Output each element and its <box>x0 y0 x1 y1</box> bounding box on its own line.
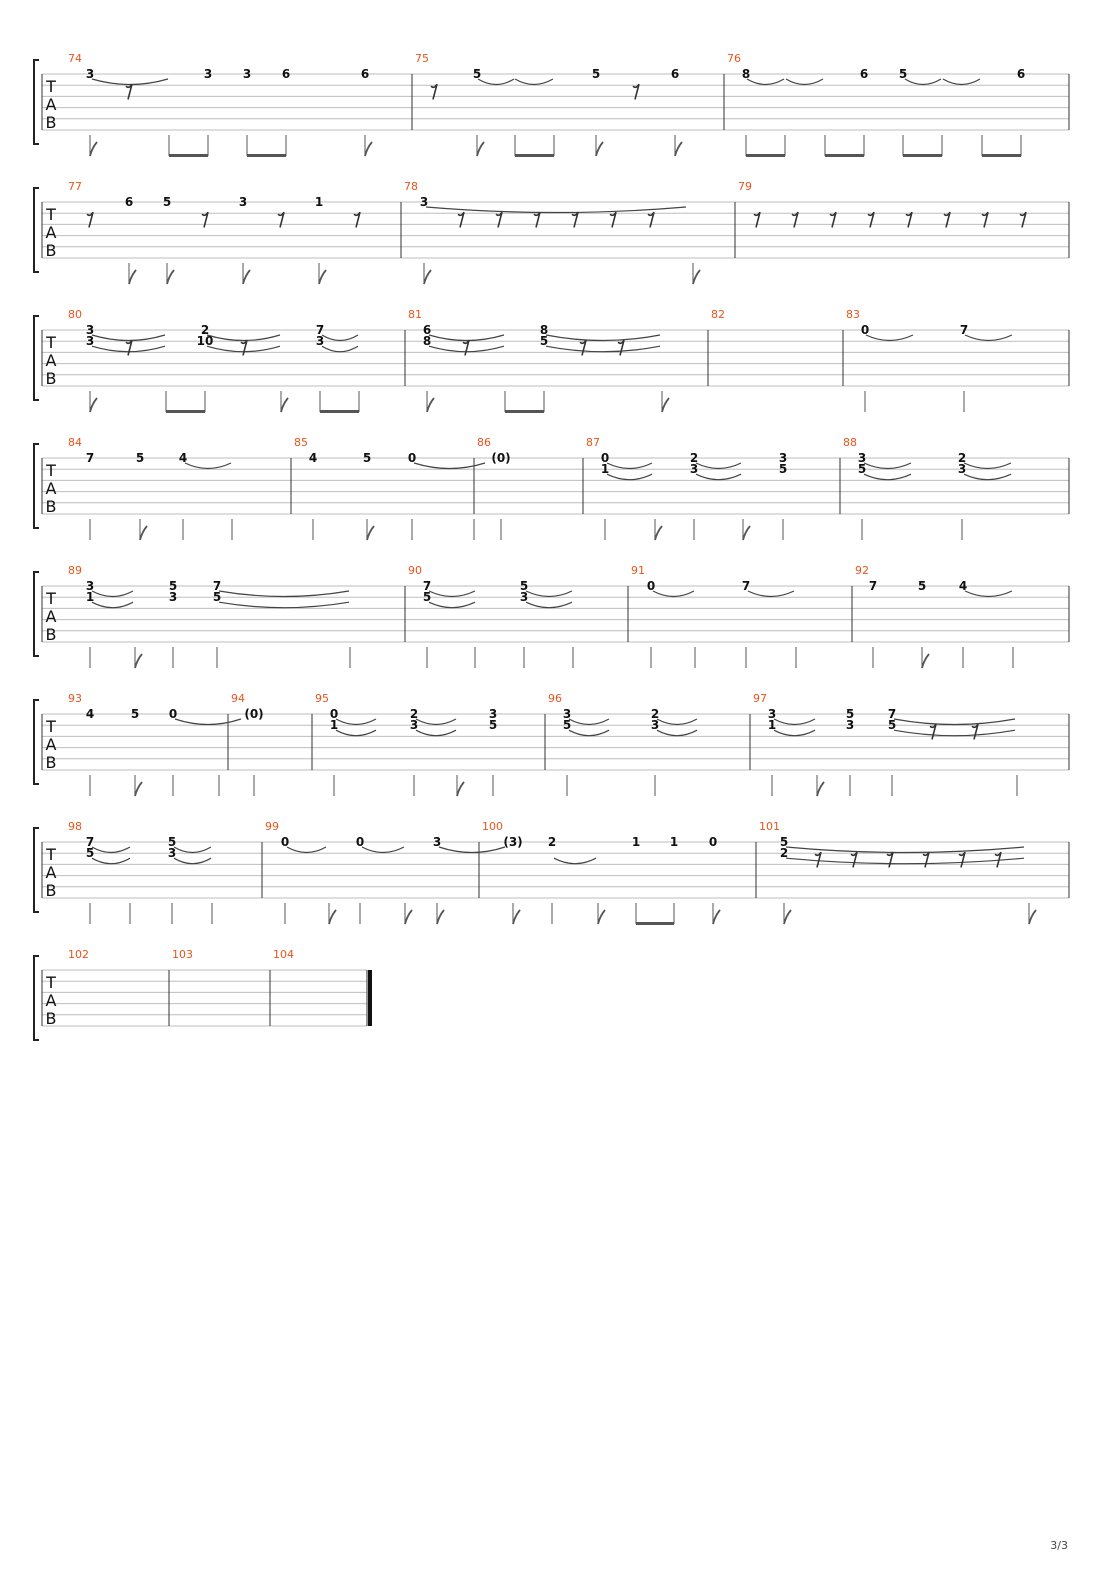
tie-arc <box>92 591 133 597</box>
tie-arc <box>569 719 609 725</box>
note-beam <box>169 154 208 157</box>
fret-number: 5 <box>422 590 432 605</box>
note-beam <box>320 410 359 413</box>
tie-arc <box>429 602 475 608</box>
measure-number: 84 <box>68 436 82 449</box>
fret-number: 3 <box>432 835 442 849</box>
tab-clef-letter: A <box>45 735 57 754</box>
measure-number: 82 <box>711 308 725 321</box>
note-beam <box>515 154 554 157</box>
fret-number: 6 <box>1016 67 1026 81</box>
tie-arc <box>866 335 913 341</box>
eighth-flag <box>437 910 444 924</box>
tie-arc <box>322 335 358 341</box>
measure-number: 75 <box>415 52 429 65</box>
fret-number: 2 <box>650 707 660 721</box>
eighth-rest <box>534 212 540 227</box>
tie-arc <box>174 847 211 853</box>
measure-number: 91 <box>631 564 645 577</box>
note-beam <box>982 154 1021 157</box>
fret-number: 7 <box>959 323 969 337</box>
eighth-flag <box>713 910 720 924</box>
fret-number: 8 <box>422 334 432 349</box>
tie-arc <box>429 335 504 341</box>
system-bracket <box>34 444 39 528</box>
fret-number: 3 <box>85 579 95 593</box>
fret-number: 5 <box>845 707 855 721</box>
eighth-rest <box>906 212 912 227</box>
fret-number: 7 <box>315 323 325 337</box>
eighth-rest <box>126 340 132 355</box>
tab-clef-letter: A <box>45 991 57 1010</box>
tab-clef-letter: T <box>46 205 56 224</box>
tie-arc <box>747 79 784 85</box>
fret-number: 5 <box>212 590 222 605</box>
tie-arc <box>696 474 741 480</box>
tab-clef-letter: B <box>45 241 57 260</box>
eighth-rest <box>202 212 208 227</box>
fret-number: 3 <box>168 590 178 605</box>
tie-arc <box>439 847 505 853</box>
fret-number: 4 <box>958 579 968 593</box>
eighth-flag <box>135 654 142 668</box>
fret-number: 1 <box>85 590 95 605</box>
fret-number: 3 <box>857 451 867 465</box>
tab-clef-letter: A <box>45 351 57 370</box>
eighth-rest <box>944 212 950 227</box>
eighth-rest <box>754 212 760 227</box>
fret-number: 0 <box>355 835 365 849</box>
eighth-rest <box>580 340 586 355</box>
fret-number: 3 <box>957 462 967 477</box>
eighth-rest <box>815 852 821 867</box>
tie-arc <box>416 719 456 725</box>
eighth-flag <box>129 270 136 284</box>
fret-number: 2 <box>200 323 210 337</box>
eighth-rest <box>126 84 132 99</box>
fret-number: 0 <box>329 707 339 721</box>
fret-number: 7 <box>212 579 222 593</box>
fret-number: 6 <box>124 195 134 209</box>
fret-number: 5 <box>539 334 549 349</box>
fret-number: 0 <box>646 579 656 593</box>
measure-number: 74 <box>68 52 82 65</box>
note-beam <box>746 154 785 157</box>
fret-number: 2 <box>689 451 699 465</box>
tie-arc <box>905 79 941 85</box>
tab-clef-letter: B <box>45 625 57 644</box>
fret-number: 3 <box>409 718 419 733</box>
fret-number: 5 <box>887 718 897 733</box>
fret-number: 3 <box>778 451 788 465</box>
eighth-rest <box>972 724 978 739</box>
fret-number: 7 <box>85 835 95 849</box>
eighth-rest <box>648 212 654 227</box>
tie-arc <box>336 719 376 725</box>
tie-arc <box>894 719 1015 725</box>
note-beam <box>505 410 544 413</box>
eighth-flag <box>135 782 142 796</box>
tie-arc <box>546 346 660 352</box>
eighth-rest <box>87 212 93 227</box>
fret-number: 0 <box>708 835 718 849</box>
eighth-flag <box>693 270 700 284</box>
fret-number: 2 <box>547 835 557 849</box>
fret-number: 7 <box>887 707 897 721</box>
tab-clef-letter: T <box>46 77 56 96</box>
tie-arc <box>786 79 823 85</box>
measure-number: 101 <box>759 820 780 833</box>
system-bracket <box>34 188 39 272</box>
measure-number: 78 <box>404 180 418 193</box>
eighth-rest <box>851 852 857 867</box>
eighth-flag <box>319 270 326 284</box>
fret-number: 6 <box>670 67 680 81</box>
eighth-flag <box>90 142 97 156</box>
measure-number: 89 <box>68 564 82 577</box>
fret-number: 1 <box>600 462 610 477</box>
eighth-flag <box>513 910 520 924</box>
fret-number: 5 <box>898 67 908 81</box>
measure-number: 94 <box>231 692 245 705</box>
measure-number: 93 <box>68 692 82 705</box>
eighth-flag <box>743 526 750 540</box>
tie-arc <box>569 730 609 736</box>
fret-number: 5 <box>130 707 140 721</box>
tie-arc <box>864 463 911 469</box>
tie-arc <box>748 591 794 597</box>
tie-arc <box>786 858 1024 864</box>
tab-clef-letter: T <box>46 461 56 480</box>
eighth-rest <box>868 212 874 227</box>
eighth-flag <box>817 782 824 796</box>
fret-number: 0 <box>860 323 870 337</box>
eighth-rest <box>792 212 798 227</box>
tie-arc <box>175 719 241 725</box>
measure-number: 87 <box>586 436 600 449</box>
tie-arc <box>362 847 404 853</box>
tab-clef-letter: T <box>46 845 56 864</box>
fret-number: 5 <box>168 579 178 593</box>
tie-arc <box>92 847 130 853</box>
fret-number: 4 <box>178 451 188 465</box>
fret-number: 3 <box>315 334 325 349</box>
eighth-flag <box>90 398 97 412</box>
measure-number: 79 <box>738 180 752 193</box>
tab-clef-letter: A <box>45 95 57 114</box>
fret-number: 0 <box>600 451 610 465</box>
fret-number: 3 <box>767 707 777 721</box>
tab-clef-letter: B <box>45 1009 57 1028</box>
measure-number: 81 <box>408 308 422 321</box>
fret-number: 5 <box>778 462 788 477</box>
fret-number: 5 <box>591 67 601 81</box>
eighth-rest <box>923 852 929 867</box>
fret-number: 5 <box>779 835 789 849</box>
eighth-rest <box>959 852 965 867</box>
tie-arc <box>653 591 694 597</box>
tab-clef-letter: A <box>45 479 57 498</box>
eighth-rest <box>830 212 836 227</box>
eighth-flag <box>655 526 662 540</box>
fret-number: 5 <box>562 718 572 733</box>
eighth-rest <box>458 212 464 227</box>
fret-number: 5 <box>167 835 177 849</box>
measure-number: 76 <box>727 52 741 65</box>
fret-number: 6 <box>859 67 869 81</box>
fret-number: 5 <box>362 451 372 465</box>
system-bracket <box>34 60 39 144</box>
eighth-flag <box>167 270 174 284</box>
fret-number: 3 <box>85 334 95 349</box>
tab-clef-letter: T <box>46 717 56 736</box>
fret-number: (3) <box>503 835 523 849</box>
tie-arc <box>478 79 514 85</box>
tab-clef-letter: B <box>45 753 57 772</box>
tie-arc <box>546 335 660 341</box>
eighth-flag <box>662 398 669 412</box>
measure-number: 83 <box>846 308 860 321</box>
fret-number: 1 <box>329 718 339 733</box>
tie-arc <box>607 474 652 480</box>
fret-number: 7 <box>85 451 95 465</box>
eighth-flag <box>598 910 605 924</box>
tie-arc <box>774 730 815 736</box>
measure-number: 95 <box>315 692 329 705</box>
measure-number: 104 <box>273 948 294 961</box>
measure-number: 77 <box>68 180 82 193</box>
tie-arc <box>426 207 686 213</box>
fret-number: 1 <box>314 195 324 209</box>
fret-number: 8 <box>741 67 751 81</box>
eighth-rest <box>1020 212 1026 227</box>
fret-number: 3 <box>85 323 95 337</box>
eighth-flag <box>329 910 336 924</box>
tie-arc <box>416 730 456 736</box>
tie-arc <box>92 335 165 341</box>
fret-number: (0) <box>491 451 511 465</box>
tie-arc <box>786 847 1024 853</box>
fret-number: 10 <box>196 334 214 349</box>
fret-number: 8 <box>539 323 549 337</box>
fret-number: 3 <box>238 195 248 209</box>
eighth-flag <box>424 270 431 284</box>
fret-number: 3 <box>562 707 572 721</box>
fret-number: 6 <box>360 67 370 81</box>
system-bracket <box>34 700 39 784</box>
fret-number: 3 <box>488 707 498 721</box>
fret-number: 3 <box>167 846 177 861</box>
measure-number: 92 <box>855 564 869 577</box>
eighth-flag <box>140 526 147 540</box>
fret-number: (0) <box>244 707 264 721</box>
measure-number: 103 <box>172 948 193 961</box>
tie-arc <box>657 730 697 736</box>
system-bracket <box>34 316 39 400</box>
fret-number: 6 <box>281 67 291 81</box>
measure-number: 99 <box>265 820 279 833</box>
tie-arc <box>864 474 911 480</box>
fret-number: 1 <box>767 718 777 733</box>
fret-number: 5 <box>917 579 927 593</box>
tab-clef-letter: T <box>46 973 56 992</box>
tab-clef-letter: T <box>46 333 56 352</box>
note-beam <box>903 154 942 157</box>
tie-arc <box>964 463 1011 469</box>
tab-clef-letter: A <box>45 223 57 242</box>
system-bracket <box>34 828 39 912</box>
tie-arc <box>92 79 168 85</box>
tie-arc <box>965 591 1012 597</box>
tie-arc <box>322 346 358 352</box>
tie-arc <box>336 730 376 736</box>
fret-number: 7 <box>868 579 878 593</box>
fret-number: 3 <box>845 718 855 733</box>
measure-number: 86 <box>477 436 491 449</box>
eighth-rest <box>463 340 469 355</box>
note-beam <box>636 922 674 925</box>
measure-number: 96 <box>548 692 562 705</box>
tie-arc <box>207 335 280 341</box>
measure-number: 90 <box>408 564 422 577</box>
eighth-flag <box>365 142 372 156</box>
eighth-flag <box>922 654 929 668</box>
fret-number: 0 <box>280 835 290 849</box>
fret-number: 5 <box>135 451 145 465</box>
tie-arc <box>965 335 1012 341</box>
tie-arc <box>894 730 1015 736</box>
eighth-rest <box>354 212 360 227</box>
eighth-rest <box>572 212 578 227</box>
measure-number: 98 <box>68 820 82 833</box>
eighth-rest <box>241 340 247 355</box>
tie-arc <box>657 719 697 725</box>
fret-number: 2 <box>779 846 789 861</box>
eighth-flag <box>281 398 288 412</box>
fret-number: 3 <box>650 718 660 733</box>
fret-number: 0 <box>168 707 178 721</box>
tab-clef-letter: B <box>45 369 57 388</box>
fret-number: 5 <box>488 718 498 733</box>
eighth-flag <box>1029 910 1036 924</box>
fret-number: 4 <box>85 707 95 721</box>
fret-number: 5 <box>857 462 867 477</box>
eighth-rest <box>633 84 639 99</box>
note-beam <box>247 154 286 157</box>
eighth-rest <box>431 84 437 99</box>
tie-arc <box>92 858 130 864</box>
tab-clef-letter: B <box>45 881 57 900</box>
note-beam <box>825 154 864 157</box>
tie-arc <box>429 591 475 597</box>
fret-number: 2 <box>957 451 967 465</box>
tab-clef-letter: B <box>45 113 57 132</box>
tab-clef-letter: T <box>46 589 56 608</box>
fret-number: 1 <box>669 835 679 849</box>
tab-clef-letter: A <box>45 607 57 626</box>
eighth-flag <box>457 782 464 796</box>
eighth-rest <box>618 340 624 355</box>
fret-number: 5 <box>85 846 95 861</box>
measure-number: 80 <box>68 308 82 321</box>
eighth-flag <box>427 398 434 412</box>
eighth-rest <box>496 212 502 227</box>
tie-arc <box>526 591 572 597</box>
tie-arc <box>943 79 980 85</box>
tab-clef-letter: A <box>45 863 57 882</box>
page-number: 3/3 <box>1050 1539 1068 1552</box>
fret-number: 4 <box>308 451 318 465</box>
fret-number: 5 <box>519 579 529 593</box>
fret-number: 7 <box>422 579 432 593</box>
system-bracket <box>34 572 39 656</box>
measure-number: 102 <box>68 948 89 961</box>
fret-number: 5 <box>162 195 172 209</box>
eighth-flag <box>243 270 250 284</box>
fret-number: 7 <box>741 579 751 593</box>
fret-number: 3 <box>419 195 429 209</box>
tab-clef-letter: B <box>45 497 57 516</box>
eighth-flag <box>405 910 412 924</box>
fret-number: 6 <box>422 323 432 337</box>
tie-arc <box>219 591 349 597</box>
tie-arc <box>526 602 572 608</box>
tie-arc <box>774 719 815 725</box>
fret-number: 5 <box>472 67 482 81</box>
fret-number: 3 <box>85 67 95 81</box>
tie-arc <box>287 847 326 853</box>
eighth-flag <box>477 142 484 156</box>
fret-number: 0 <box>407 451 417 465</box>
fret-number: 3 <box>519 590 529 605</box>
tie-arc <box>174 858 211 864</box>
fret-number: 3 <box>689 462 699 477</box>
eighth-flag <box>675 142 682 156</box>
tie-arc <box>696 463 741 469</box>
fret-number: 1 <box>631 835 641 849</box>
eighth-rest <box>930 724 936 739</box>
fret-number: 3 <box>242 67 252 81</box>
tie-arc <box>92 602 133 608</box>
eighth-flag <box>784 910 791 924</box>
tie-arc <box>554 858 596 864</box>
eighth-flag <box>596 142 603 156</box>
tie-arc <box>219 602 349 608</box>
measure-number: 88 <box>843 436 857 449</box>
measure-number: 97 <box>753 692 767 705</box>
eighth-rest <box>610 212 616 227</box>
measure-number: 100 <box>482 820 503 833</box>
fret-number: 3 <box>203 67 213 81</box>
note-beam <box>166 410 205 413</box>
eighth-flag <box>367 526 374 540</box>
eighth-rest <box>887 852 893 867</box>
fret-number: 2 <box>409 707 419 721</box>
tie-arc <box>185 463 231 469</box>
eighth-rest <box>278 212 284 227</box>
system-bracket <box>34 956 39 1040</box>
tie-arc <box>964 474 1011 480</box>
eighth-rest <box>982 212 988 227</box>
tie-arc <box>607 463 652 469</box>
tie-arc <box>515 79 553 85</box>
measure-number: 85 <box>294 436 308 449</box>
